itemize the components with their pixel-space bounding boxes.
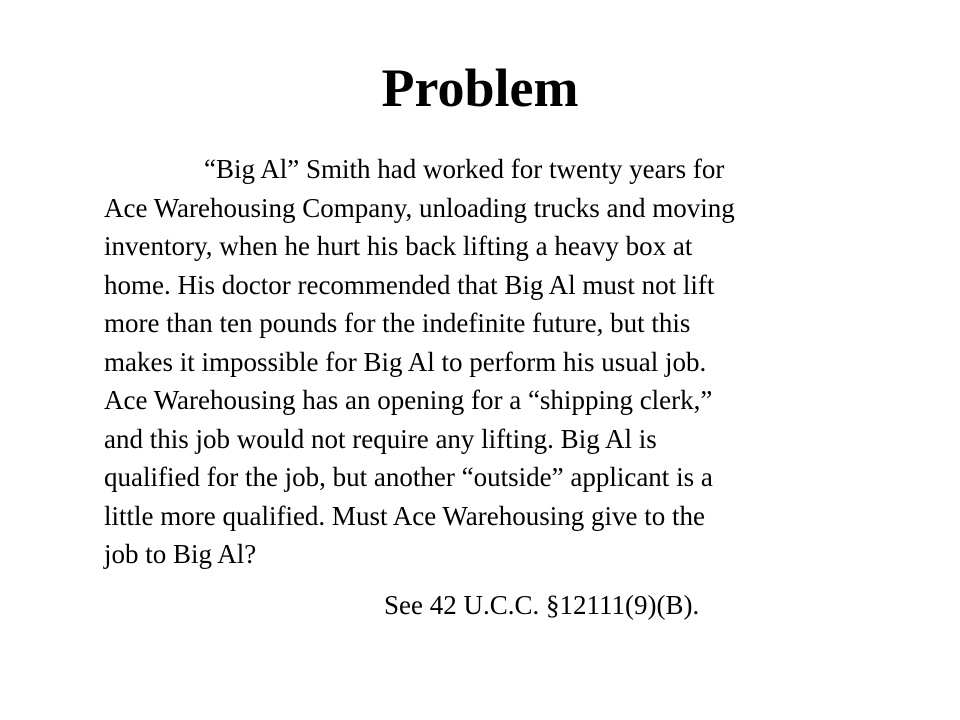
- paragraph-line: Ace Warehousing Company, unloading trucks and moving: [104, 192, 735, 223]
- paragraph-line: inventory, when he hurt his back lifting a heavy box at: [104, 231, 693, 261]
- paragraph-line: home. His doctor recommended that Big Al must not lift: [104, 269, 715, 300]
- paragraph-line: “Big Al” Smith had worked for twenty years for: [204, 154, 725, 184]
- paragraph-line: makes it impossible for Big Al to perform his usual job.: [104, 346, 707, 377]
- statute-citation: See 42 U.C.C. §12111(9)(B).: [384, 590, 700, 620]
- paragraph-line: Ace Warehousing has an opening for a “shipping clerk,”: [104, 385, 713, 415]
- paragraph-line: job to Big Al?: [104, 539, 257, 569]
- slide-title: Problem: [381, 58, 579, 118]
- paragraph-line: and this job would not require any lifting. Big Al is: [104, 423, 657, 454]
- problem-paragraph: [104, 150, 864, 574]
- paragraph-line: more than ten pounds for the indefinite future, but this: [104, 308, 691, 338]
- paragraph-line: little more qualified. Must Ace Warehousing give to the: [104, 500, 705, 531]
- paragraph-line: qualified for the job, but another “outside” applicant is a: [104, 462, 713, 492]
